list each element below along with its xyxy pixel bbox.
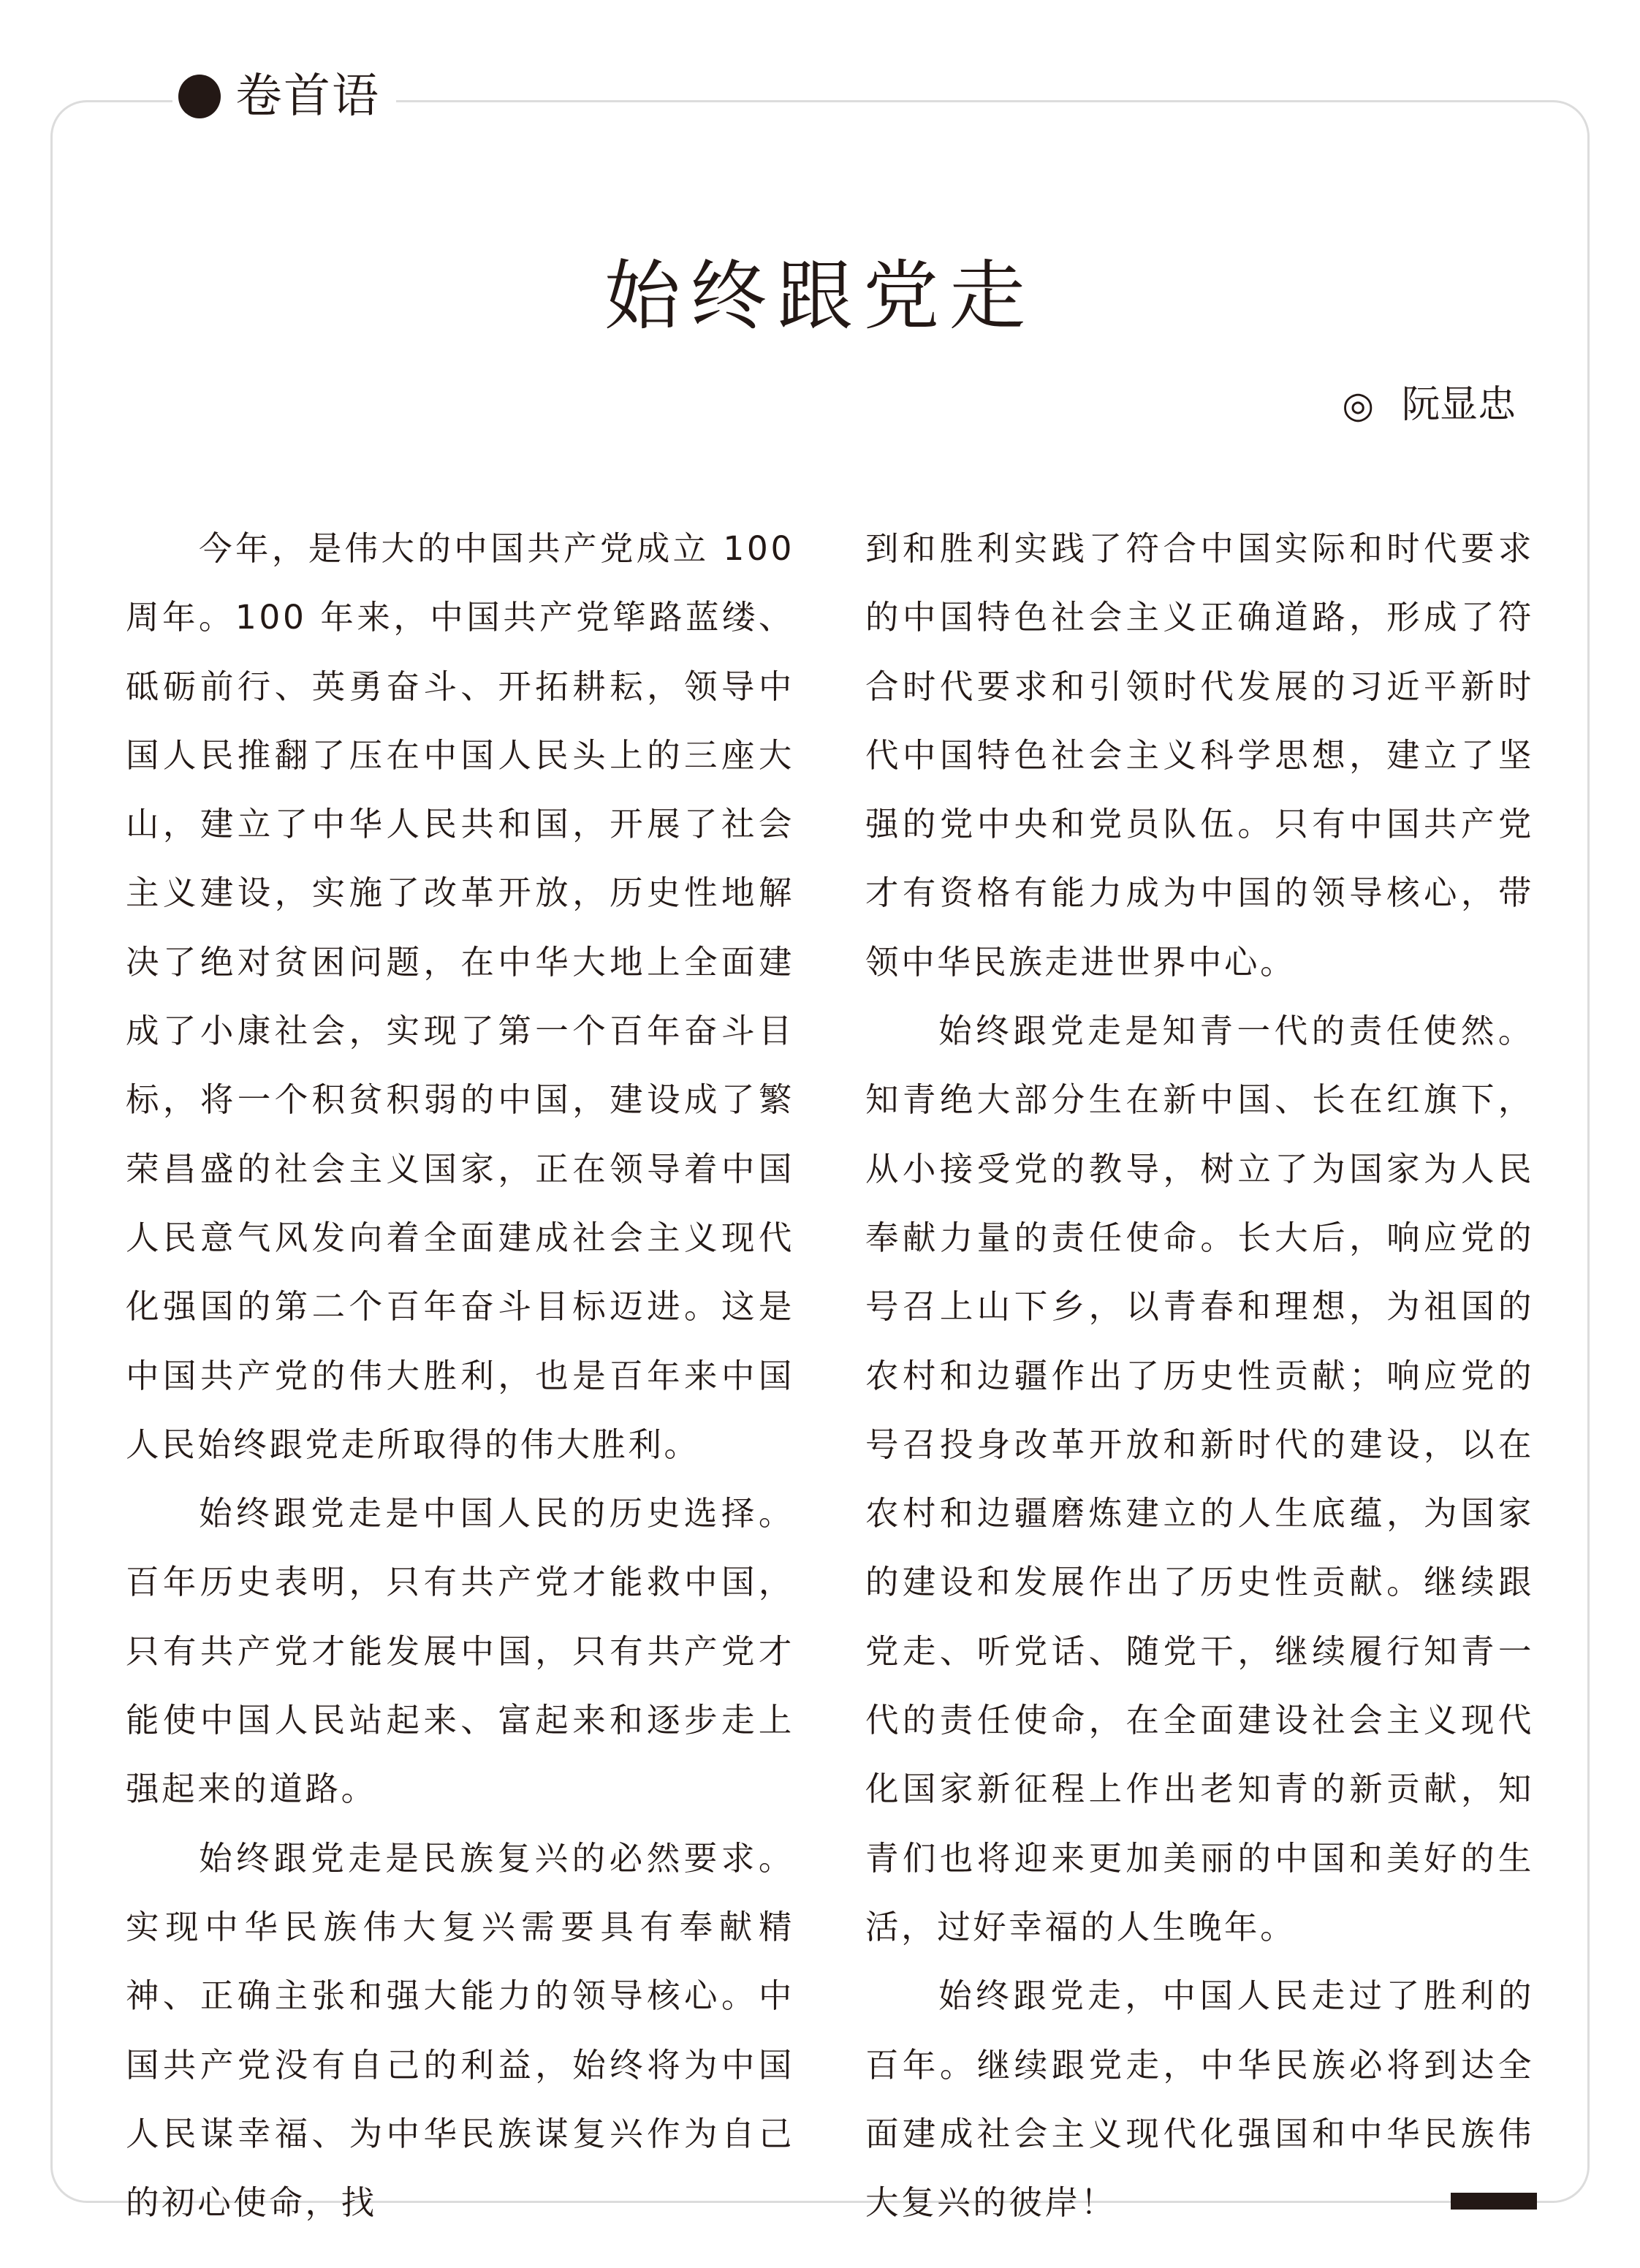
filled-circle-icon [178, 75, 221, 118]
paragraph-continued: 到和胜利实践了符合中国实际和时代要求的中国特色社会主义正确道路，形成了符合时代要求和引领时代发展的习近平新时代中国特色社会主义科学思想，建立了坚强的党中央和党员队伍。只有中国共产党才有资格有能力成为中国的领导核心，带领中华民族走进世界中心。 [865, 529, 1534, 982]
author-name: 阮显忠 [1401, 383, 1516, 427]
paragraph: 始终跟党走，中国人民走过了胜利的百年。继续跟党走，中华民族必将到达全面建成社会主义现代化强国和中华民族伟大复兴的彼岸！ [865, 1976, 1534, 2223]
double-circle-icon: ◎ [1342, 384, 1374, 426]
section-header [172, 67, 396, 126]
author-line [1342, 382, 1516, 428]
paragraph: 今年，是伟大的中国共产党成立 100 周年。100 年来，中国共产党筚路蓝缕、砥砺前行、英勇奋斗、开拓耕耘，领导中国人民推翻了压在中国人民头上的三座大山，建立了中华人民共和国，开展了社会主义建设，实施了改革开放，历史性地解决了绝对贫困问题，在中华大地上全面建成了小康社会，实现了第一个百年奋斗目标，将一个积贫积弱的中国，建设成了繁荣昌盛的社会主义国家，正在领导着中国人民意气风发向着全面建成社会主义现代化强国的第二个百年奋斗目标迈进。这是中国共产党的伟大胜利，也是百年来中国人民始终跟党走所取得的伟大胜利。 [126, 529, 794, 1464]
article-title: 始终跟党走 [604, 251, 1036, 341]
page-corner-bar [1451, 2193, 1537, 2210]
paragraph: 始终跟党走是知青一代的责任使然。知青绝大部分生在新中国、长在红旗下，从小接受党的教导，树立了为国家为人民奉献力量的责任使命。长大后，响应党的号召上山下乡，以青春和理想，为祖国的农村和边疆作出了历史性贡献；响应党的号召投身改革开放和新时代的建设，以在农村和边疆磨炼建立的人生底蕴，为国家的建设和发展作出了历史性贡献。继续跟党走、听党话、随党干，继续履行知青一代的责任使命，在全面建设社会主义现代化国家新征程上作出老知青的新贡献，知青们也将迎来更加美丽的中国和美好的生活，过好幸福的人生晚年。 [865, 1012, 1534, 1946]
paragraph: 始终跟党走是民族复兴的必然要求。实现中华民族伟大复兴需要具有奉献精神、正确主张和强大能力的领导核心。中国共产党没有自己的利益，始终将为中国人民谋幸福、为中华民族谋复兴作为自己的初心使命，找 [126, 1838, 794, 2223]
section-label: 卷首语 [235, 69, 380, 124]
paragraph: 始终跟党走是中国人民的历史选择。百年历史表明，只有共产党才能救中国，只有共产党才能发展中国，只有共产党才能使中国人民站起来、富起来和逐步走上强起来的道路。 [126, 1494, 794, 1809]
left-column [126, 515, 794, 2237]
right-column [865, 515, 1534, 2237]
